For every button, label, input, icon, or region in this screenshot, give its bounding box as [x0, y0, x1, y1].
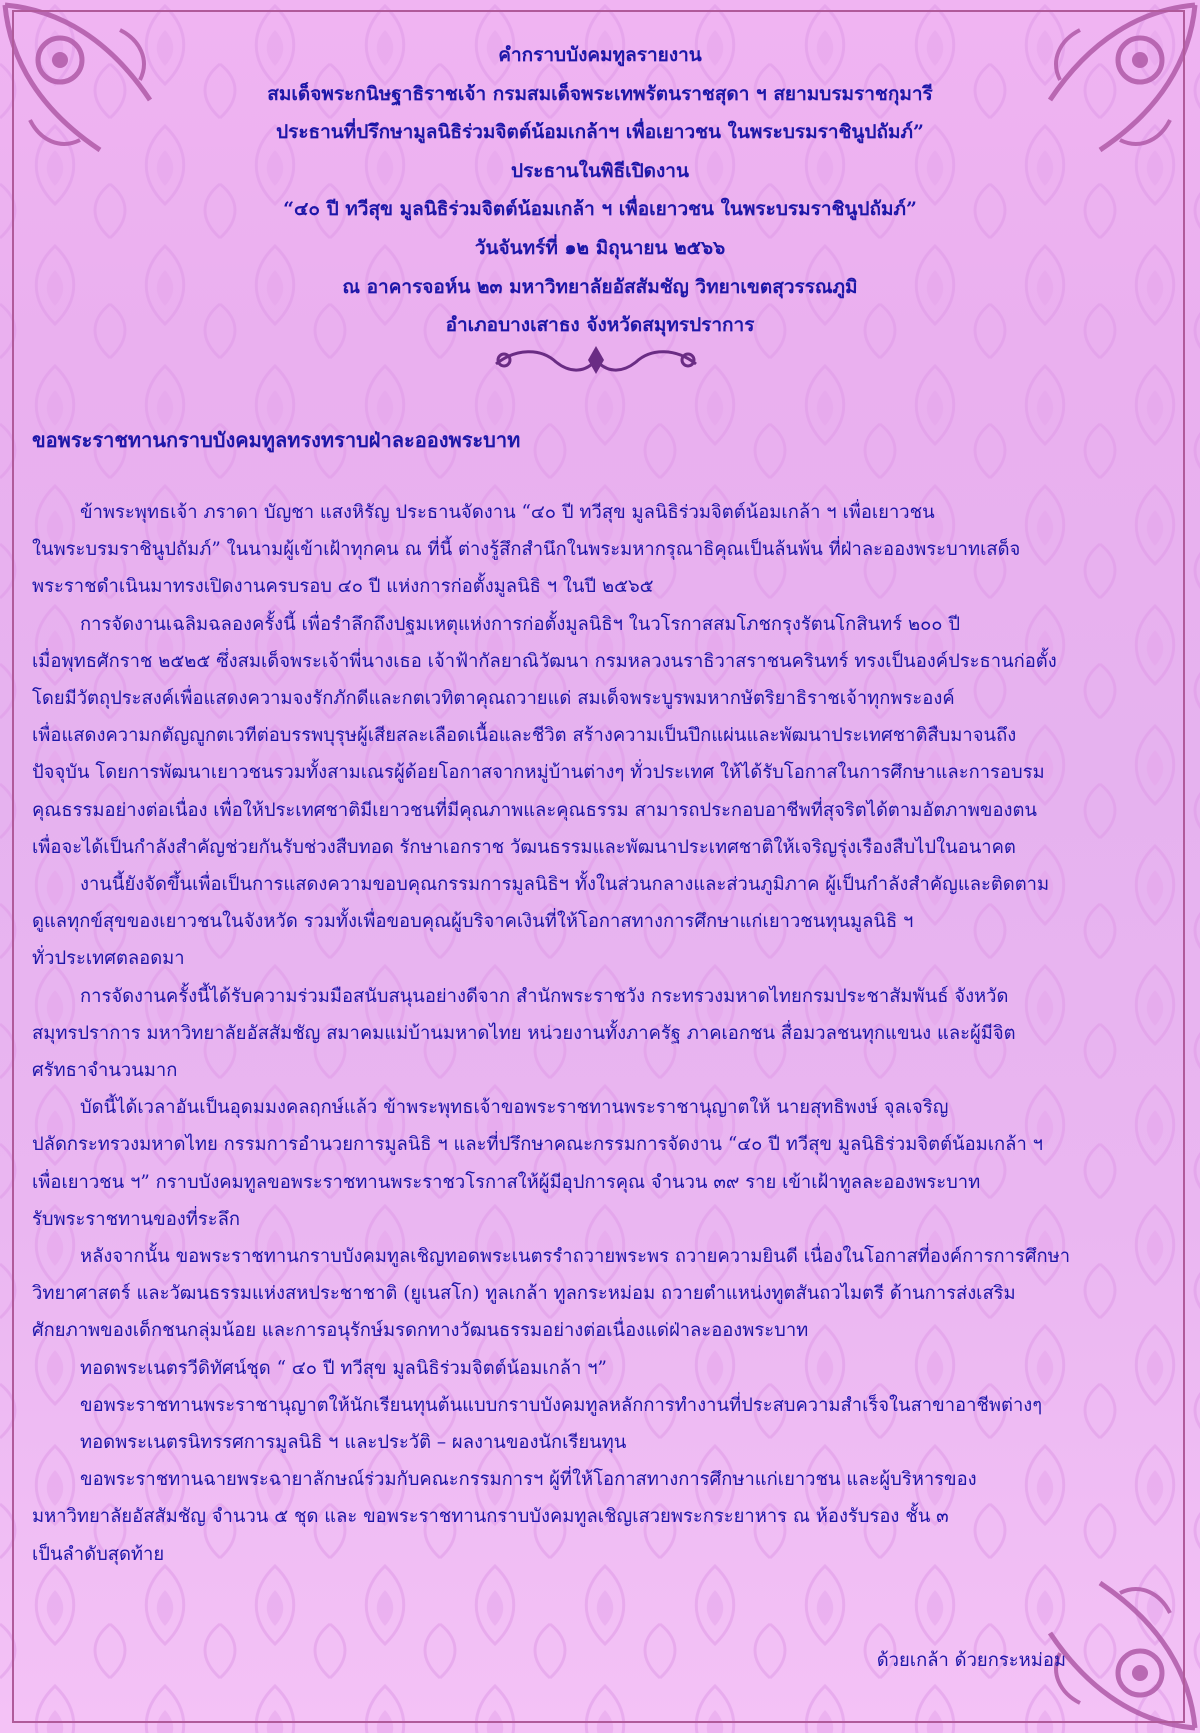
body-line: เมื่อพุทธศักราช ๒๕๒๕ ซึ่งสมเด็จพระเจ้าพี่นางเธอ เจ้าฟ้ากัลยาณิวัฒนา กรมหลวงนราธิวาสราชนครินทร์ ทรงเป็นองค์ประธานก่อตั้ง [32, 650, 1057, 672]
body-line: สมุทรปราการ มหาวิทยาลัยอัสสัมชัญ สมาคมแม่บ้านมหาดไทย หน่วยงานทั้งภาครัฐ ภาคเอกชน สื่อมวลชนทุกแขนง และผู้มีจิต [32, 1022, 1016, 1044]
body-line: โดยมีวัตถุประสงค์เพื่อแสดงความจงรักภักดีและกตเวทิตาคุณถวายแด่ สมเด็จพระบูรพมหากษัตริยาธิราชเจ้าทุกพระองค์ [32, 688, 955, 710]
header-line: “๔๐ ปี ทวีสุข มูลนิธิร่วมจิตต์น้อมเกล้า ฯ เพื่อเยาวชน ในพระบรมราชินูปถัมภ์” [283, 198, 917, 221]
body-line: ทอดพระเนตรวีดิทัศน์ชุด “ ๔๐ ปี ทวีสุข มูลนิธิร่วมจิตต์น้อมเกล้า ฯ” [80, 1357, 607, 1379]
header-line: ประธานที่ปรึกษามูลนิธิร่วมจิตต์น้อมเกล้าฯ เพื่อเยาวชน ในพระบรมราชินูปถัมภ์” [276, 121, 924, 144]
body-line: การจัดงานเฉลิมฉลองครั้งนี้ เพื่อรำลึกถึงปฐมเหตุแห่งการก่อตั้งมูลนิธิฯ ในวโรกาสสมโภชกรุงรัตนโกสินทร์ ๒๐๐ ปี [80, 613, 961, 635]
header-date: วันจันทร์ที่ ๑๒ มิถุนายน ๒๕๖๖ [474, 236, 726, 259]
header-location: อำเภอบางเสาธง จังหวัดสมุทรปราการ [445, 314, 755, 337]
body-line: เพื่อเยาวชน ฯ” กราบบังคมทูลขอพระราชทานพระราชวโรกาสให้ผู้มีอุปการคุณ จำนวน ๓๙ ราย เข้าเฝ้าทูลละอองพระบาท [32, 1171, 981, 1193]
body-line: เป็นลำดับสุดท้าย [32, 1543, 165, 1565]
body-line: พระราชดำเนินมาทรงเปิดงานครบรอบ ๔๐ ปี แห่งการก่อตั้งมูลนิธิ ฯ ในปี ๒๕๖๕ [32, 576, 654, 598]
body-line: เพื่อแสดงความกตัญญูกตเวทีต่อบรรพบุรุษผู้เสียสละเลือดเนื้อและชีวิต สร้างความเป็นปึกแผ่นและพัฒนาประเทศชาติสืบมาจนถึง [32, 725, 1017, 747]
body-line: ทั่วประเทศตลอดมา [32, 948, 185, 970]
body-line: ขอพระราชทานฉายพระฉายาลักษณ์ร่วมกับคณะกรรมการฯ ผู้ที่ให้โอกาสทางการศึกษาแก่เยาวชน และผู้บริหารของ [80, 1469, 977, 1491]
body-line: คุณธรรมอย่างต่อเนื่อง เพื่อให้ประเทศชาติมีเยาวชนที่มีคุณภาพและคุณธรรม สามารถประกอบอาชีพที่สุจริตได้ตามอัตภาพของตน [32, 799, 1037, 821]
scroll-divider-ornament [486, 342, 706, 382]
body-line: ศรัทธาจำนวนมาก [32, 1060, 178, 1082]
document-body [32, 494, 1172, 1573]
body-line: หลังจากนั้น ขอพระราชทานกราบบังคมทูลเชิญทอดพระเนตรรำถวายพระพร ถวายความยินดี เนื่องในโอกาสที่องค์การการศึกษา [80, 1246, 1071, 1268]
body-line: ปลัดกระทรวงมหาดไทย กรรมการอำนวยการมูลนิธิ ฯ และที่ปรึกษาคณะกรรมการจัดงาน “๔๐ ปี ทวีสุข มูลนิธิร่วมจิตต์น้อมเกล้า ฯ [32, 1134, 1043, 1156]
body-line: ดูแลทุกข์สุขของเยาวชนในจังหวัด รวมทั้งเพื่อขอบคุณผู้บริจาคเงินที่ให้โอกาสทางการศึกษาแก่เยาวชนทุนมูลนิธิ ฯ [32, 911, 914, 933]
body-line: รับพระราชทานของที่ระลึก [32, 1208, 241, 1230]
body-line: บัดนี้ได้เวลาอันเป็นอุดมมงคลฤกษ์แล้ว ข้าพระพุทธเจ้าขอพระราชทานพระราชานุญาตให้ นายสุทธิพงษ์ จุลเจริญ [80, 1097, 949, 1119]
document-header [120, 36, 1080, 345]
header-title: คำกราบบังคมทูลรายงาน [498, 44, 702, 66]
body-line: เพื่อจะได้เป็นกำลังสำคัญช่วยกันรับช่วงสืบทอด รักษาเอกราช วัฒนธรรมและพัฒนาประเทศชาติให้เจริญรุ่งเรืองสืบไปในอนาคต [32, 836, 1016, 858]
body-line: ข้าพระพุทธเจ้า ภราดา บัญชา แสงหิรัญ ประธานจัดงาน “๔๐ ปี ทวีสุข มูลนิธิร่วมจิตต์น้อมเกล้า ฯ เพื่อเยาวชน [80, 502, 935, 523]
body-line: ศักยภาพของเด็กชนกลุ่มน้อย และการอนุรักษ์มรดกทางวัฒนธรรมอย่างต่อเนื่องแด่ฝ่าละอองพระบาท [32, 1320, 809, 1342]
body-line: การจัดงานครั้งนี้ได้รับความร่วมมือสนับสนุนอย่างดีจาก สำนักพระราชวัง กระทรวงมหาดไทยกรมประชาสัมพันธ์ จังหวัด [80, 985, 1009, 1007]
header-line: สมเด็จพระกนิษฐาธิราชเจ้า กรมสมเด็จพระเทพรัตนราชสุดา ฯ สยามบรมราชกุมารี [267, 82, 933, 105]
body-line: วิทยาศาสตร์ และวัฒนธรรมแห่งสหประชาชาติ (ยูเนสโก) ทูลเกล้า ทูลกระหม่อม ถวายตำแหน่งทูตสันถวไมตรี ด้านการส่งเสริม [32, 1283, 1016, 1305]
header-line: ประธานในพิธีเปิดงาน [511, 159, 689, 182]
body-line: งานนี้ยังจัดขึ้นเพื่อเป็นการแสดงความขอบคุณกรรมการมูลนิธิฯ ทั้งในส่วนกลางและส่วนภูมิภาค ผู้เป็นกำลังสำคัญและติดตาม [80, 874, 1050, 896]
body-line: ทอดพระเนตรนิทรรศการมูลนิธิ ฯ และประวัติ – ผลงานของนักเรียนทุน [80, 1432, 627, 1454]
header-venue: ณ อาคารจอห์น ๒๓ มหาวิทยาลัยอัสสัมชัญ วิทยาเขตสุวรรณภูมิ [342, 275, 858, 298]
body-line: ในพระบรมราชินูปถัมภ์” ในนามผู้เข้าเฝ้าทุกคน ณ ที่นี้ ต่างรู้สึกสำนึกในพระมหากรุณาธิคุณเป็นล้นพ้น ที่ฝ่าละอองพระบาทเสด็จ [32, 539, 1021, 561]
closing-phrase: ด้วยเกล้า ด้วยกระหม่อม [876, 1650, 1066, 1671]
body-line: ขอพระราชทานพระราชานุญาตให้นักเรียนทุนต้นแบบกราบบังคมทูลหลักการทำงานที่ประสบความสำเร็จในสาขาอาชีพต่างๆ [80, 1394, 1043, 1416]
body-line: มหาวิทยาลัยอัสสัมชัญ จำนวน ๕ ชุด และ ขอพระราชทานกราบบังคมทูลเชิญเสวยพระกระยาหาร ณ ห้องรับรอง ชั้น ๓ [32, 1506, 949, 1528]
body-line: ปัจจุบัน โดยการพัฒนาเยาวชนรวมทั้งสามเณรผู้ด้อยโอกาสจากหมู่บ้านต่างๆ ทั่วประเทศ ให้ได้รับโอกาสในการศึกษาและการอบรม [32, 762, 1045, 784]
salutation: ขอพระราชทานกราบบังคมทูลทรงทราบฝ่าละอองพระบาท [32, 428, 521, 452]
